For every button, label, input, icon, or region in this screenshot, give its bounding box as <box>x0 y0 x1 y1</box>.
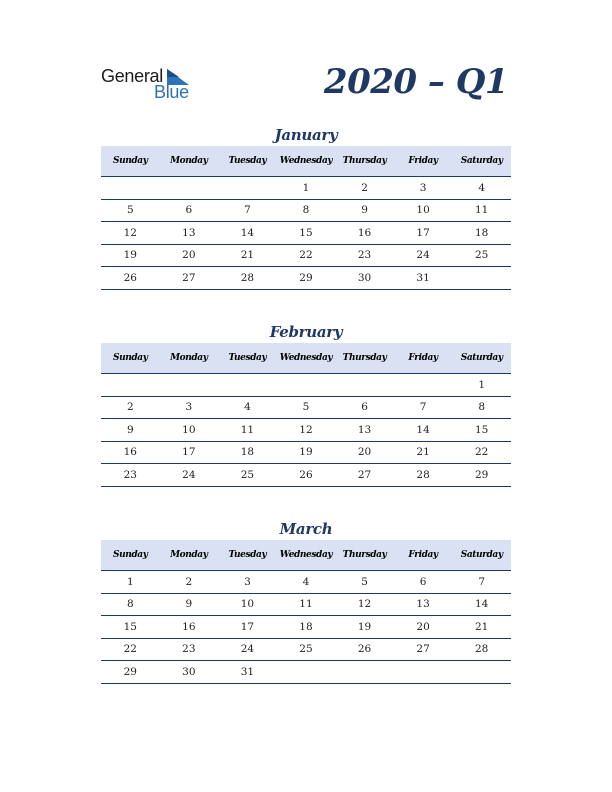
month-march <box>101 518 511 684</box>
day-cell: 5 <box>277 396 336 419</box>
day-cell: 28 <box>394 464 453 487</box>
day-cell: 18 <box>218 441 277 464</box>
day-cell: 12 <box>277 419 336 442</box>
week-row <box>101 661 511 684</box>
day-cell <box>394 661 453 684</box>
week-row <box>101 638 511 661</box>
week-row <box>101 177 511 200</box>
weekday-header: Monday <box>160 343 219 374</box>
day-cell: 19 <box>101 244 160 267</box>
day-cell: 29 <box>277 267 336 290</box>
day-cell: 11 <box>277 593 336 616</box>
day-cell: 18 <box>452 222 511 245</box>
day-cell: 9 <box>101 419 160 442</box>
day-cell: 3 <box>218 571 277 594</box>
day-cell: 31 <box>394 267 453 290</box>
day-cell: 12 <box>335 593 394 616</box>
day-cell: 1 <box>101 571 160 594</box>
day-cell: 5 <box>335 571 394 594</box>
week-row <box>101 244 511 267</box>
day-cell: 21 <box>218 244 277 267</box>
day-cell: 23 <box>335 244 394 267</box>
month-title: March <box>279 520 333 538</box>
weekday-header: Sunday <box>101 343 160 374</box>
day-cell: 3 <box>394 177 453 200</box>
day-cell: 26 <box>101 267 160 290</box>
day-cell <box>218 177 277 200</box>
day-cell: 30 <box>160 661 219 684</box>
weekday-header-row <box>101 343 511 374</box>
week-row <box>101 199 511 222</box>
day-cell: 2 <box>101 396 160 419</box>
day-cell: 26 <box>335 638 394 661</box>
day-cell: 12 <box>101 222 160 245</box>
day-cell: 6 <box>335 396 394 419</box>
day-cell: 14 <box>218 222 277 245</box>
day-cell: 11 <box>218 419 277 442</box>
day-cell <box>452 661 511 684</box>
day-cell <box>277 374 336 397</box>
day-cell: 8 <box>101 593 160 616</box>
weekday-header: Tuesday <box>218 146 277 177</box>
weekday-header: Sunday <box>101 146 160 177</box>
day-cell: 1 <box>452 374 511 397</box>
day-cell: 10 <box>160 419 219 442</box>
week-row <box>101 374 511 397</box>
week-row <box>101 396 511 419</box>
day-cell: 11 <box>452 199 511 222</box>
day-cell: 13 <box>160 222 219 245</box>
day-cell: 8 <box>277 199 336 222</box>
day-cell: 15 <box>452 419 511 442</box>
week-row <box>101 616 511 639</box>
weekday-header: Wednesday <box>277 146 336 177</box>
day-cell: 1 <box>277 177 336 200</box>
weekday-header: Thursday <box>335 540 394 571</box>
day-cell: 7 <box>394 396 453 419</box>
day-cell: 15 <box>277 222 336 245</box>
day-cell <box>394 374 453 397</box>
weekday-header-row <box>101 146 511 177</box>
weekday-header: Friday <box>394 146 453 177</box>
day-cell: 15 <box>101 616 160 639</box>
day-cell: 28 <box>452 638 511 661</box>
day-cell: 16 <box>101 441 160 464</box>
brand-word-blue: Blue <box>154 82 189 102</box>
day-cell <box>335 661 394 684</box>
day-cell: 6 <box>160 199 219 222</box>
month-grid <box>101 343 511 487</box>
day-cell: 24 <box>218 638 277 661</box>
day-cell <box>160 374 219 397</box>
day-cell: 27 <box>160 267 219 290</box>
brand-logo <box>101 66 201 106</box>
week-row <box>101 441 511 464</box>
brand-word-general: General <box>101 66 163 86</box>
day-cell <box>218 374 277 397</box>
weekday-header: Wednesday <box>277 343 336 374</box>
day-cell: 27 <box>394 638 453 661</box>
day-cell: 29 <box>452 464 511 487</box>
day-cell: 4 <box>452 177 511 200</box>
day-cell: 10 <box>218 593 277 616</box>
day-cell: 14 <box>452 593 511 616</box>
day-cell: 22 <box>452 441 511 464</box>
weekday-header: Saturday <box>452 540 511 571</box>
day-cell: 10 <box>394 199 453 222</box>
day-cell <box>277 661 336 684</box>
week-row <box>101 593 511 616</box>
weekday-header: Tuesday <box>218 540 277 571</box>
day-cell: 23 <box>160 638 219 661</box>
day-cell: 7 <box>218 199 277 222</box>
day-cell: 20 <box>160 244 219 267</box>
day-cell: 9 <box>160 593 219 616</box>
weekday-header: Thursday <box>335 343 394 374</box>
day-cell: 26 <box>277 464 336 487</box>
weekday-header: Thursday <box>335 146 394 177</box>
day-cell: 25 <box>452 244 511 267</box>
day-cell: 3 <box>160 396 219 419</box>
weekday-header: Friday <box>394 540 453 571</box>
month-title: February <box>269 323 343 341</box>
day-cell: 23 <box>101 464 160 487</box>
week-row <box>101 571 511 594</box>
day-cell: 17 <box>394 222 453 245</box>
day-cell: 16 <box>335 222 394 245</box>
day-cell: 14 <box>394 419 453 442</box>
day-cell: 29 <box>101 661 160 684</box>
day-cell: 13 <box>394 593 453 616</box>
day-cell: 18 <box>277 616 336 639</box>
day-cell: 17 <box>160 441 219 464</box>
day-cell <box>452 267 511 290</box>
weekday-header: Saturday <box>452 146 511 177</box>
weekday-header: Friday <box>394 343 453 374</box>
day-cell: 13 <box>335 419 394 442</box>
day-cell: 30 <box>335 267 394 290</box>
day-cell <box>101 177 160 200</box>
day-cell: 20 <box>394 616 453 639</box>
day-cell: 28 <box>218 267 277 290</box>
page-title: 2020 – Q1 <box>323 62 508 102</box>
day-cell: 2 <box>160 571 219 594</box>
day-cell: 27 <box>335 464 394 487</box>
weekday-header: Monday <box>160 540 219 571</box>
day-cell: 21 <box>452 616 511 639</box>
day-cell: 22 <box>101 638 160 661</box>
day-cell <box>101 374 160 397</box>
day-cell: 20 <box>335 441 394 464</box>
day-cell: 2 <box>335 177 394 200</box>
day-cell <box>160 177 219 200</box>
day-cell: 22 <box>277 244 336 267</box>
week-row <box>101 464 511 487</box>
week-row <box>101 222 511 245</box>
month-january <box>101 124 511 290</box>
weekday-header: Wednesday <box>277 540 336 571</box>
month-grid <box>101 540 511 684</box>
day-cell: 24 <box>160 464 219 487</box>
day-cell: 5 <box>101 199 160 222</box>
month-february <box>101 321 511 487</box>
day-cell: 4 <box>277 571 336 594</box>
month-title: January <box>274 126 338 144</box>
weekday-header: Tuesday <box>218 343 277 374</box>
day-cell: 19 <box>277 441 336 464</box>
day-cell: 16 <box>160 616 219 639</box>
day-cell: 21 <box>394 441 453 464</box>
day-cell: 8 <box>452 396 511 419</box>
day-cell: 4 <box>218 396 277 419</box>
week-row <box>101 267 511 290</box>
weekday-header: Sunday <box>101 540 160 571</box>
weekday-header: Monday <box>160 146 219 177</box>
day-cell: 19 <box>335 616 394 639</box>
week-row <box>101 419 511 442</box>
month-grid <box>101 146 511 290</box>
weekday-header: Saturday <box>452 343 511 374</box>
day-cell: 17 <box>218 616 277 639</box>
day-cell: 25 <box>218 464 277 487</box>
day-cell: 24 <box>394 244 453 267</box>
day-cell: 7 <box>452 571 511 594</box>
day-cell: 9 <box>335 199 394 222</box>
day-cell <box>335 374 394 397</box>
day-cell: 31 <box>218 661 277 684</box>
day-cell: 25 <box>277 638 336 661</box>
weekday-header-row <box>101 540 511 571</box>
day-cell: 6 <box>394 571 453 594</box>
